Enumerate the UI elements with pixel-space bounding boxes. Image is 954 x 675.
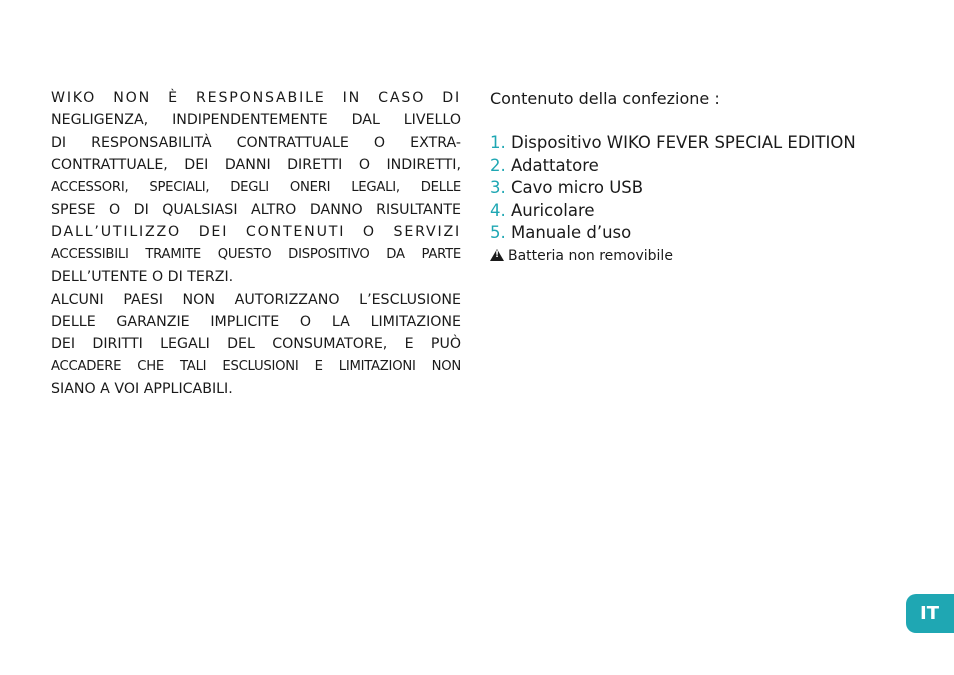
item-text: Auricolare — [511, 200, 595, 220]
legal-disclaimer — [51, 87, 461, 400]
item-text: Cavo micro USB — [511, 178, 644, 198]
item-text: Dispositivo WIKO FEVER SPECIAL EDITION — [511, 133, 856, 152]
package-contents — [490, 88, 910, 266]
legal-line: ACCESSIBILI TRAMITE QUESTO DISPOSITIVO DA PARTE — [51, 246, 461, 262]
item-text: Manuale d’uso — [511, 223, 632, 243]
legal-line: SPESE O DI QUALSIASI ALTRO DANNO RISULTANTE — [51, 201, 461, 218]
legal-line: DELL’UTENTE O DI TERZI. — [51, 269, 234, 286]
item-text: Adattatore — [511, 155, 599, 175]
list-item — [490, 132, 910, 155]
list-item — [490, 177, 910, 200]
legal-line: WIKO NON È RESPONSABILE IN CASO DI — [51, 90, 461, 106]
battery-note — [490, 246, 910, 266]
legal-line: NEGLIGENZA, INDIPENDENTEMENTE DAL LIVELLO — [51, 112, 461, 129]
list-item — [490, 155, 910, 178]
legal-line: ACCADERE CHE TALI ESCLUSIONI E LIMITAZIONI NON — [51, 358, 461, 374]
item-number: 5. — [490, 223, 506, 243]
legal-line: DELLE GARANZIE IMPLICITE O LA LIMITAZIONE — [51, 313, 461, 330]
legal-line: DEI DIRITTI LEGALI DEL CONSUMATORE, E PUÒ — [51, 336, 461, 353]
legal-line: ALCUNI PAESI NON AUTORIZZANO L’ESCLUSIONE — [51, 291, 461, 308]
item-number: 4. — [490, 200, 506, 220]
package-contents-list — [490, 132, 910, 245]
language-tab — [906, 594, 954, 633]
language-tab-label: IT — [920, 603, 939, 624]
item-number: 3. — [490, 178, 506, 198]
legal-line: DI RESPONSABILITÀ CONTRATTUALE O EXTRA- — [51, 134, 461, 151]
package-contents-heading: Contenuto della confezione : — [490, 89, 720, 108]
item-number: 2. — [490, 155, 506, 175]
list-item — [490, 222, 910, 245]
battery-note-text: Batteria non removibile — [508, 247, 673, 264]
warning-icon — [490, 249, 504, 261]
list-item — [490, 200, 910, 223]
item-number: 1. — [490, 133, 506, 152]
legal-line: DALL’UTILIZZO DEI CONTENUTI O SERVIZI — [51, 224, 461, 241]
legal-line: SIANO A VOI APPLICABILI. — [51, 381, 233, 398]
legal-line: ACCESSORI, SPECIALI, DEGLI ONERI LEGALI, DELLE — [51, 179, 461, 195]
legal-line: CONTRATTUALE, DEI DANNI DIRETTI O INDIRETTI, — [51, 157, 461, 174]
